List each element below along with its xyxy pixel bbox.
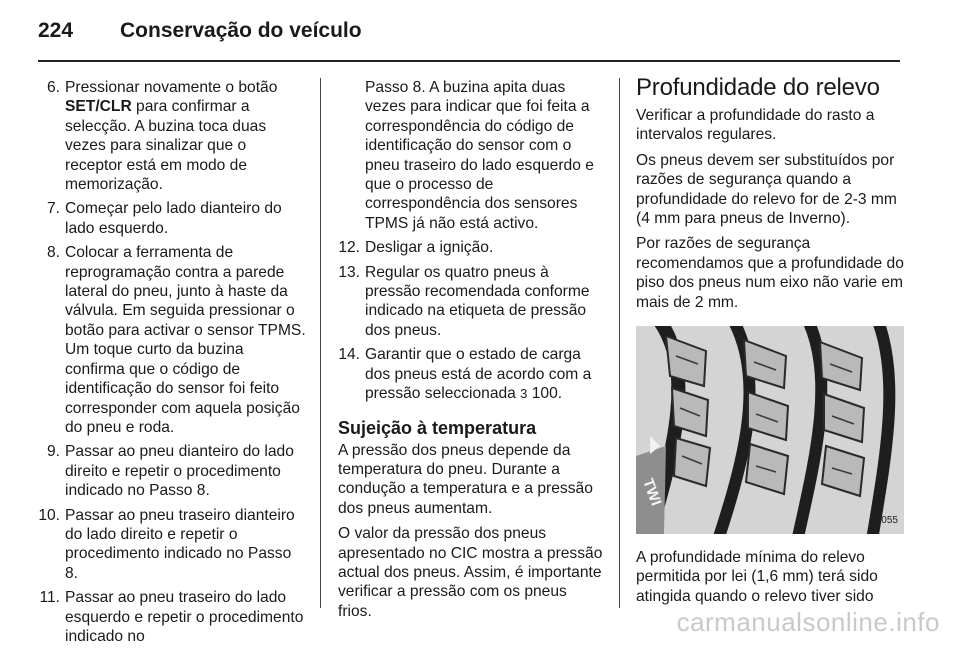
temperature-heading: Sujeição à temperatura bbox=[338, 417, 537, 438]
tire-tread-icon bbox=[636, 326, 904, 534]
step-number: 7. bbox=[46, 200, 60, 218]
step-number: 10. bbox=[38, 506, 60, 524]
step-continuation: Passo 8. A buzina apita duas vezes para indicar que foi feita a correspondência do código de identificação do sensor com o pneu traseiro do lado esquerdo e que o processo de correspondência dos sensores TPMS já não está activo. bbox=[365, 79, 594, 232]
list-item bbox=[338, 263, 604, 341]
step-text: Passar ao pneu traseiro do lado esquerdo e repetir o procedimento indicado no bbox=[65, 589, 304, 645]
step-text: Regular os quatro pneus à pressão recomendada conforme indicado na etiqueta de pressão dos pneus. bbox=[365, 263, 590, 339]
tread-depth-heading: Profundidade do relevo bbox=[636, 74, 880, 101]
list-item bbox=[38, 78, 306, 194]
button-name-setclr: SET/CLR bbox=[65, 98, 132, 116]
step-text: Passar ao pneu traseiro dianteiro do lado direito e repetir o procedimento indicado no Passo 8. bbox=[65, 506, 295, 582]
watermark: carmanualsonline.info bbox=[676, 607, 940, 637]
column-left bbox=[38, 78, 306, 651]
page-title: Conservação do veículo bbox=[120, 19, 362, 42]
column-middle bbox=[338, 78, 604, 627]
list-item bbox=[338, 238, 604, 257]
list-item bbox=[38, 588, 306, 646]
list-item bbox=[38, 243, 306, 437]
header-rule bbox=[38, 60, 900, 62]
step-text: Garantir que o estado de carga dos pneus está de acordo com a pressão seleccionada bbox=[365, 346, 592, 403]
temperature-paragraph: O valor da pressão dos pneus apresentado no CIC mostra a pressão actual dos pneus. Assim, é importante verificar a pressão com os pneus frios. bbox=[338, 525, 603, 620]
step-number: 6. bbox=[46, 79, 60, 96]
page-reference-icon: 3 bbox=[520, 386, 528, 402]
page-header bbox=[0, 0, 960, 62]
step-number: 9. bbox=[46, 443, 60, 461]
step-number: 13. bbox=[338, 263, 360, 281]
step-number: 12. bbox=[338, 239, 360, 257]
tread-paragraph: Por razões de segurança recomendamos que a profundidade do piso dos pneus num eixo não varie em mais de 2 mm. bbox=[636, 235, 904, 311]
step-text: Passar ao pneu dianteiro do lado direito e repetir o procedimento indicado no Passo 8. bbox=[65, 443, 294, 500]
page-reference-link[interactable]: 100. bbox=[527, 385, 563, 403]
image-code: 30055 bbox=[870, 514, 898, 526]
column-divider bbox=[320, 78, 321, 608]
column-divider bbox=[619, 78, 620, 608]
twi-marker-label: TWI bbox=[639, 476, 665, 509]
step-number: 14. bbox=[338, 346, 360, 364]
list-item bbox=[338, 345, 604, 403]
tire-tread-illustration bbox=[636, 326, 904, 534]
page-number: 224 bbox=[38, 19, 74, 42]
tread-paragraph: A profundidade mínima do relevo permitida por lei (1,6 mm) terá sido atingida quando o relevo tiver sido bbox=[636, 549, 878, 605]
column-right bbox=[636, 74, 904, 612]
list-item bbox=[38, 199, 306, 238]
step-text: Pressionar novamente o botão bbox=[65, 79, 278, 96]
step-number: 8. bbox=[46, 244, 60, 262]
tread-paragraph: Os pneus devem ser substituídos por razões de segurança quando a profundidade do relevo for de 2-3 mm (4 mm para pneus de Inverno). bbox=[636, 151, 897, 228]
step-text: Desligar a ignição. bbox=[365, 239, 494, 257]
list-item bbox=[38, 442, 306, 500]
step-number: 11. bbox=[39, 589, 60, 607]
temperature-paragraph: A pressão dos pneus depende da temperatura do pneu. Durante a condução a temperatura e a pressão dos pneus aumentam. bbox=[338, 441, 593, 517]
tread-paragraph: Verificar a profundidade do rasto a intervalos regulares. bbox=[636, 107, 875, 144]
list-item bbox=[38, 506, 306, 584]
step-text: Colocar a ferramenta de reprogramação contra a parede lateral do pneu, junto à haste da válvula. Em seguida pressionar o botão para activar o sensor TPMS. Um toque curto da buzina confirma que o código de identificação do sensor foi feito corresponder com aquela posição do pneu e roda. bbox=[65, 244, 306, 436]
step-text: Começar pelo lado dianteiro do lado esquerdo. bbox=[65, 200, 282, 237]
step-text: para confirmar a selecção. A buzina toca duas vezes para sinalizar que o receptor está em modo de memorização. bbox=[65, 98, 267, 194]
